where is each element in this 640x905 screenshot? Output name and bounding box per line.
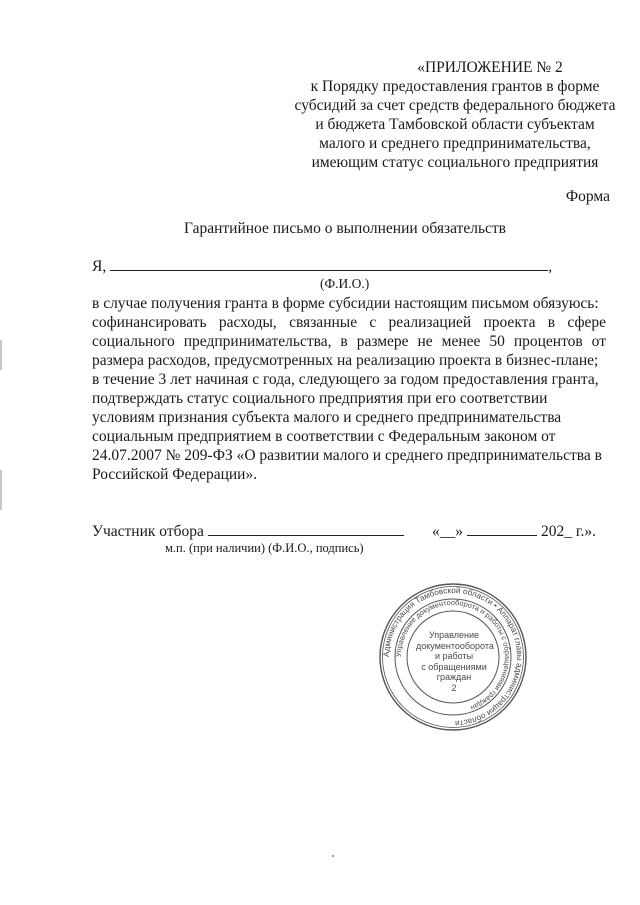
- participant-label: Участник отбора: [92, 523, 204, 540]
- date-year: 202_ г.».: [541, 523, 596, 540]
- fio-suffix: ,: [548, 258, 553, 275]
- stamp-middle-text: Управление документооборота и работы с обращениями граждан: [393, 597, 513, 713]
- scan-edge-mark: [0, 340, 2, 370]
- date-month-blank[interactable]: [467, 521, 537, 536]
- stamp-inner-text: [416, 630, 492, 693]
- appendix-line: и бюджета Тамбовской области субъектам: [315, 116, 595, 133]
- stamp-inner-line: граждан: [436, 672, 472, 682]
- date-day: «__»: [432, 523, 463, 540]
- appendix-line: имеющим статус социального предприятия: [311, 154, 599, 171]
- appendix-header: [270, 58, 640, 172]
- obligation-status: в течение 3 лет начиная с года, следующего за годом предоставления гранта, подтверждать статус социального предприятия при его соответствии условиям признания субъекта малого и среднего предпринимательства социальным предприятием в соответствии с Федеральным законом от 24.07.2007 № 209-ФЗ «О развитии малого и среднего предпринимательства в Российской Федерации».: [92, 371, 602, 483]
- document-title: Гарантийное письмо о выполнении обязательств: [184, 220, 506, 237]
- appendix-line: субсидий за счет средств федерального бюджета: [294, 97, 616, 114]
- signature-caption: м.п. (при наличии) (Ф.И.О., подпись): [165, 541, 364, 555]
- fio-blank-field[interactable]: [110, 256, 548, 271]
- stamp-number: 2: [451, 682, 457, 693]
- obligation-cofinancing: софинансировать расходы, связанные с реализацией проекта в сфере социального предпринимательства, в размере не менее 50 процентов от размера расходов, предусмотренных на реализацию проекта в бизнес-плане;: [92, 314, 606, 369]
- form-label: Форма: [565, 188, 610, 205]
- fio-prefix: Я,: [92, 258, 107, 275]
- appendix-line: малого и среднего предпринимательства,: [319, 135, 591, 152]
- stamp-inner-line: Управление: [428, 630, 480, 640]
- fio-line: [92, 256, 562, 276]
- scan-edge-mark: [0, 470, 2, 510]
- fio-caption: (Ф.И.О.): [320, 276, 370, 291]
- obligations-text: [92, 294, 606, 484]
- stamp-inner-line: и работы: [434, 651, 474, 661]
- appendix-number: «ПРИЛОЖЕНИЕ № 2: [417, 59, 563, 76]
- appendix-line: к Порядку предоставления грантов в форме: [310, 78, 600, 95]
- signature-line: [92, 521, 612, 541]
- date-field: [432, 521, 596, 541]
- stamp-inner-line: с обращениями: [421, 661, 487, 672]
- obligations-intro: в случае получения гранта в форме субсидии настоящим письмом обязуюсь:: [92, 295, 599, 312]
- stamp-outer-text: Администрация Тамбовской области • Аппарат главы администрации области: [381, 585, 525, 728]
- signature-blank-field[interactable]: [208, 521, 404, 536]
- scan-speck: [332, 855, 334, 857]
- stamp-inner-line: документооборота: [416, 640, 494, 651]
